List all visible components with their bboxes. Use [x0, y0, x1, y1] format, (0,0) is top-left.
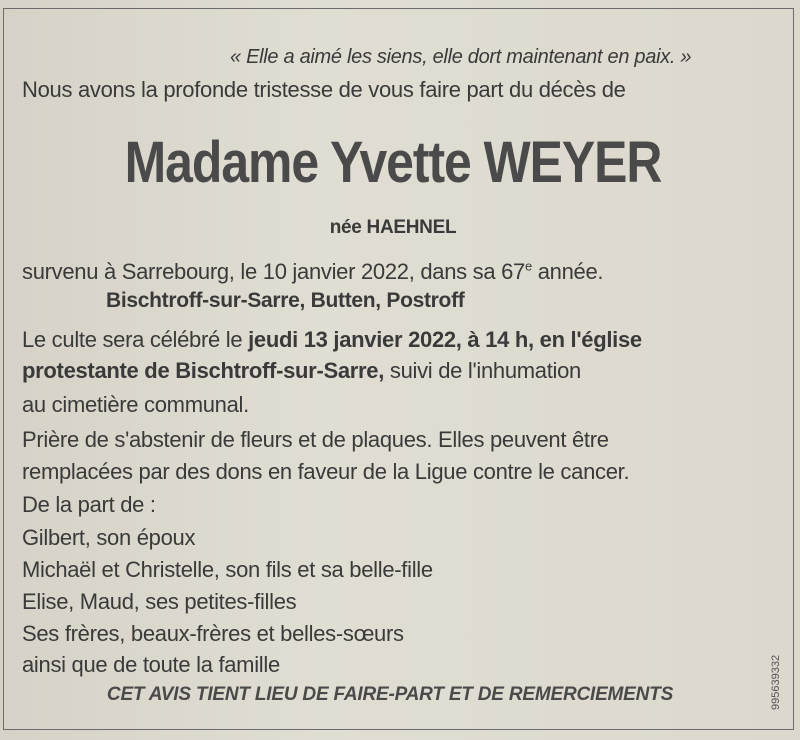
places-line: Bischtroff-sur-Sarre, Butten, Postroff: [106, 289, 465, 312]
service-date: jeudi 13 janvier 2022, à 14 h, en l'église: [248, 327, 642, 352]
intro-text: Nous avons la profonde tristesse de vous faire part du décès de: [22, 77, 626, 102]
service-intro: Le culte sera célébré le: [22, 327, 249, 352]
family-line: Ses frères, beaux-frères et belles-sœurs: [22, 621, 404, 646]
footer-notice: CET AVIS TIENT LIEU DE FAIRE-PART ET DE REMERCIEMENTS: [106, 684, 674, 705]
family-line: ainsi que de toute la famille: [22, 652, 280, 677]
service-line-1: [22, 327, 642, 353]
deceased-name: Madame Yvette WEYER: [124, 130, 662, 195]
family-line: Elise, Maud, ses petites-filles: [22, 589, 297, 614]
burial-text: suivi de l'inhumation: [384, 358, 581, 383]
epitaph-quote: « Elle a aimé les siens, elle dort maintenant en paix. »: [230, 46, 692, 68]
request-line-1: Prière de s'abstenir de fleurs et de plaques. Elles peuvent être: [22, 427, 609, 452]
service-place: protestante de Bischtroff-sur-Sarre,: [22, 358, 385, 383]
service-line-3: au cimetière communal.: [22, 392, 249, 417]
family-line: De la part de :: [22, 492, 156, 517]
ordinal-suffix: e: [524, 258, 532, 274]
family-line: Gilbert, son époux: [22, 525, 196, 550]
service-line-2: [22, 358, 581, 384]
death-details: [22, 259, 603, 285]
maiden-name: née HAEHNEL: [329, 217, 457, 238]
reference-number: 995639332: [770, 654, 782, 710]
death-details-end: année.: [531, 259, 604, 284]
death-details-text: survenu à Sarrebourg, le 10 janvier 2022, dans sa 67: [22, 259, 525, 284]
family-line: Michaël et Christelle, son fils et sa belle-fille: [22, 557, 433, 582]
request-line-2: remplacées par des dons en faveur de la Ligue contre le cancer.: [22, 459, 630, 484]
